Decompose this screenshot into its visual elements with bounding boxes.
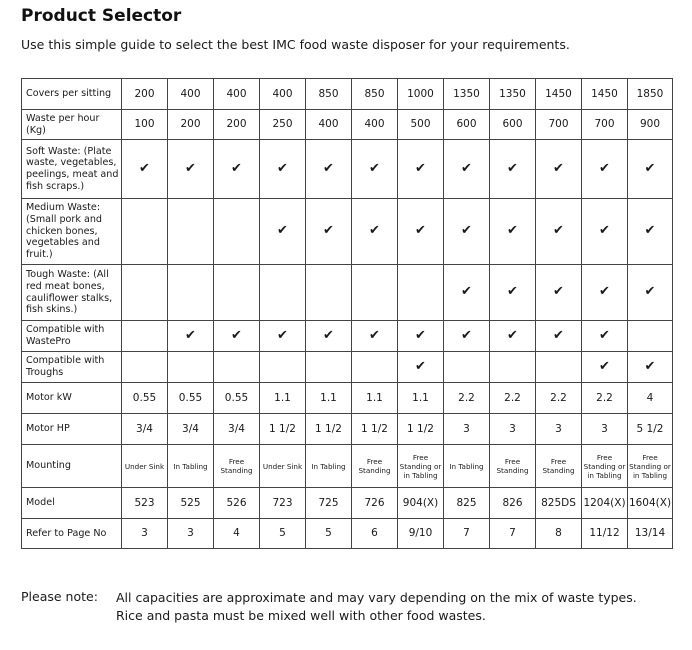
check-icon: ✔ xyxy=(536,321,582,352)
check-icon: ✔ xyxy=(582,140,628,199)
table-cell: 700 xyxy=(582,110,628,140)
check-icon: ✔ xyxy=(490,140,536,199)
check-icon: ✔ xyxy=(398,199,444,265)
row-soft-waste xyxy=(22,140,673,199)
check-icon: ✔ xyxy=(490,265,536,321)
empty-cell xyxy=(168,199,214,265)
table-cell: 850 xyxy=(306,79,352,110)
empty-cell xyxy=(168,265,214,321)
empty-cell xyxy=(490,352,536,383)
table-cell: 9/10 xyxy=(398,519,444,549)
table-cell: Under Sink xyxy=(122,445,168,488)
table-cell: 600 xyxy=(444,110,490,140)
table-cell: 825 xyxy=(444,488,490,519)
empty-cell xyxy=(260,352,306,383)
row-covers xyxy=(22,79,673,110)
check-icon: ✔ xyxy=(168,140,214,199)
check-icon: ✔ xyxy=(398,140,444,199)
table-cell: Free Standing or in Tabling xyxy=(398,445,444,488)
check-icon: ✔ xyxy=(536,265,582,321)
check-icon: ✔ xyxy=(536,199,582,265)
table-cell: 1204(X) xyxy=(582,488,628,519)
empty-cell xyxy=(122,321,168,352)
page-subtitle: Use this simple guide to select the best IMC food waste disposer for your requirements. xyxy=(21,37,570,52)
table-cell: 400 xyxy=(306,110,352,140)
table-cell: In Tabling xyxy=(444,445,490,488)
empty-cell xyxy=(214,352,260,383)
table-cell: 1 1/2 xyxy=(306,414,352,445)
table-cell: 3/4 xyxy=(214,414,260,445)
check-icon: ✔ xyxy=(582,352,628,383)
table-cell: Free Standing xyxy=(536,445,582,488)
table-cell: 725 xyxy=(306,488,352,519)
row-motor-kw xyxy=(22,383,673,414)
row-label: Medium Waste: (Small pork and chicken bones, vegetables and fruit.) xyxy=(22,199,122,265)
table-cell: Free Standing xyxy=(214,445,260,488)
empty-cell xyxy=(122,352,168,383)
table-cell: In Tabling xyxy=(168,445,214,488)
row-wastepro xyxy=(22,321,673,352)
table-cell: 6 xyxy=(352,519,398,549)
check-icon: ✔ xyxy=(444,265,490,321)
table-cell: 3 xyxy=(582,414,628,445)
table-cell: 900 xyxy=(628,110,673,140)
table-cell: 250 xyxy=(260,110,306,140)
row-label: Motor kW xyxy=(22,383,122,414)
row-troughs xyxy=(22,352,673,383)
check-icon: ✔ xyxy=(214,321,260,352)
empty-cell xyxy=(214,265,260,321)
table-cell: 400 xyxy=(214,79,260,110)
empty-cell xyxy=(260,265,306,321)
table-cell: 1850 xyxy=(628,79,673,110)
check-icon: ✔ xyxy=(122,140,168,199)
table-cell: 3/4 xyxy=(168,414,214,445)
table-cell: 7 xyxy=(444,519,490,549)
row-motor-hp xyxy=(22,414,673,445)
table-cell: 0.55 xyxy=(168,383,214,414)
empty-cell xyxy=(214,199,260,265)
check-icon: ✔ xyxy=(306,199,352,265)
table-cell: 3 xyxy=(490,414,536,445)
table-cell: 600 xyxy=(490,110,536,140)
check-icon: ✔ xyxy=(260,199,306,265)
row-label: Model xyxy=(22,488,122,519)
check-icon: ✔ xyxy=(490,321,536,352)
row-medium-waste xyxy=(22,199,673,265)
row-label: Compatible with Troughs xyxy=(22,352,122,383)
check-icon: ✔ xyxy=(352,199,398,265)
check-icon: ✔ xyxy=(352,140,398,199)
empty-cell xyxy=(352,265,398,321)
empty-cell xyxy=(306,352,352,383)
table-cell: 3 xyxy=(444,414,490,445)
note-line-2: Rice and pasta must be mixed well with other food wastes. xyxy=(116,608,486,623)
table-cell: 3 xyxy=(122,519,168,549)
table-cell: 1 1/2 xyxy=(398,414,444,445)
table-cell: 2.2 xyxy=(444,383,490,414)
empty-cell xyxy=(536,352,582,383)
table-cell: Free Standing or in Tabling xyxy=(582,445,628,488)
row-label: Waste per hour (Kg) xyxy=(22,110,122,140)
check-icon: ✔ xyxy=(628,265,673,321)
check-icon: ✔ xyxy=(306,140,352,199)
check-icon: ✔ xyxy=(582,265,628,321)
empty-cell xyxy=(168,352,214,383)
row-label: Motor HP xyxy=(22,414,122,445)
note-text xyxy=(116,589,637,625)
table-cell: 723 xyxy=(260,488,306,519)
table-cell: 1604(X) xyxy=(628,488,673,519)
table-cell: Under Sink xyxy=(260,445,306,488)
check-icon: ✔ xyxy=(398,352,444,383)
table-cell: 1.1 xyxy=(398,383,444,414)
check-icon: ✔ xyxy=(352,321,398,352)
check-icon: ✔ xyxy=(444,321,490,352)
check-icon: ✔ xyxy=(536,140,582,199)
table-cell: 1450 xyxy=(582,79,628,110)
check-icon: ✔ xyxy=(306,321,352,352)
table-cell: 400 xyxy=(260,79,306,110)
row-label: Soft Waste: (Plate waste, vegetables, peelings, meat and fish scraps.) xyxy=(22,140,122,199)
table-cell: 400 xyxy=(168,79,214,110)
table-cell: 4 xyxy=(214,519,260,549)
table-cell: 2.2 xyxy=(490,383,536,414)
check-icon: ✔ xyxy=(260,140,306,199)
table-cell: 523 xyxy=(122,488,168,519)
empty-cell xyxy=(122,265,168,321)
table-cell: 5 1/2 xyxy=(628,414,673,445)
check-icon: ✔ xyxy=(214,140,260,199)
row-label: Compatible with WastePro xyxy=(22,321,122,352)
check-icon: ✔ xyxy=(582,321,628,352)
row-model xyxy=(22,488,673,519)
page-title: Product Selector xyxy=(21,6,182,26)
row-waste-per-hour xyxy=(22,110,673,140)
table-cell: 726 xyxy=(352,488,398,519)
table-cell: 0.55 xyxy=(214,383,260,414)
table-cell: 4 xyxy=(628,383,673,414)
row-mounting xyxy=(22,445,673,488)
table-cell: Free Standing xyxy=(490,445,536,488)
row-tough-waste xyxy=(22,265,673,321)
table-cell: 200 xyxy=(214,110,260,140)
table-cell: 2.2 xyxy=(582,383,628,414)
check-icon: ✔ xyxy=(582,199,628,265)
table-cell: 525 xyxy=(168,488,214,519)
empty-cell xyxy=(444,352,490,383)
table-cell: 1 1/2 xyxy=(352,414,398,445)
table-cell: 1350 xyxy=(490,79,536,110)
table-cell: 200 xyxy=(168,110,214,140)
table-cell: 526 xyxy=(214,488,260,519)
check-icon: ✔ xyxy=(490,199,536,265)
check-icon: ✔ xyxy=(444,140,490,199)
empty-cell xyxy=(122,199,168,265)
table-cell: 7 xyxy=(490,519,536,549)
table-cell: 825DS xyxy=(536,488,582,519)
table-cell: 1000 xyxy=(398,79,444,110)
table-cell: 3 xyxy=(536,414,582,445)
table-cell: 0.55 xyxy=(122,383,168,414)
table-cell: 13/14 xyxy=(628,519,673,549)
table-cell: 400 xyxy=(352,110,398,140)
table-cell: 200 xyxy=(122,79,168,110)
empty-cell xyxy=(306,265,352,321)
check-icon: ✔ xyxy=(628,352,673,383)
table-cell: 700 xyxy=(536,110,582,140)
table-cell: 8 xyxy=(536,519,582,549)
table-cell: 3 xyxy=(168,519,214,549)
table-cell: 5 xyxy=(260,519,306,549)
empty-cell xyxy=(352,352,398,383)
check-icon: ✔ xyxy=(398,321,444,352)
row-label: Tough Waste: (All red meat bones, cauliflower stalks, fish skins.) xyxy=(22,265,122,321)
table-body xyxy=(22,79,673,549)
note-line-1: All capacities are approximate and may vary depending on the mix of waste types. xyxy=(116,590,637,605)
table-cell: 1 1/2 xyxy=(260,414,306,445)
check-icon: ✔ xyxy=(168,321,214,352)
row-label: Covers per sitting xyxy=(22,79,122,110)
table-cell: 850 xyxy=(352,79,398,110)
table-cell: Free Standing xyxy=(352,445,398,488)
note-label: Please note: xyxy=(21,589,98,604)
table-cell: In Tabling xyxy=(306,445,352,488)
table-cell: Free Standing or in Tabling xyxy=(628,445,673,488)
table-cell: 2.2 xyxy=(536,383,582,414)
table-cell: 500 xyxy=(398,110,444,140)
check-icon: ✔ xyxy=(628,140,673,199)
row-label: Refer to Page No xyxy=(22,519,122,549)
check-icon: ✔ xyxy=(444,199,490,265)
table-cell: 1450 xyxy=(536,79,582,110)
table-cell: 1.1 xyxy=(260,383,306,414)
table-cell: 1.1 xyxy=(306,383,352,414)
empty-cell xyxy=(628,321,673,352)
table-cell: 100 xyxy=(122,110,168,140)
empty-cell xyxy=(398,265,444,321)
check-icon: ✔ xyxy=(260,321,306,352)
table-cell: 11/12 xyxy=(582,519,628,549)
table-cell: 904(X) xyxy=(398,488,444,519)
table-cell: 3/4 xyxy=(122,414,168,445)
check-icon: ✔ xyxy=(628,199,673,265)
row-page xyxy=(22,519,673,549)
table-cell: 1350 xyxy=(444,79,490,110)
product-selector-table xyxy=(21,78,673,549)
table-cell: 5 xyxy=(306,519,352,549)
table-cell: 1.1 xyxy=(352,383,398,414)
table-cell: 826 xyxy=(490,488,536,519)
row-label: Mounting xyxy=(22,445,122,488)
